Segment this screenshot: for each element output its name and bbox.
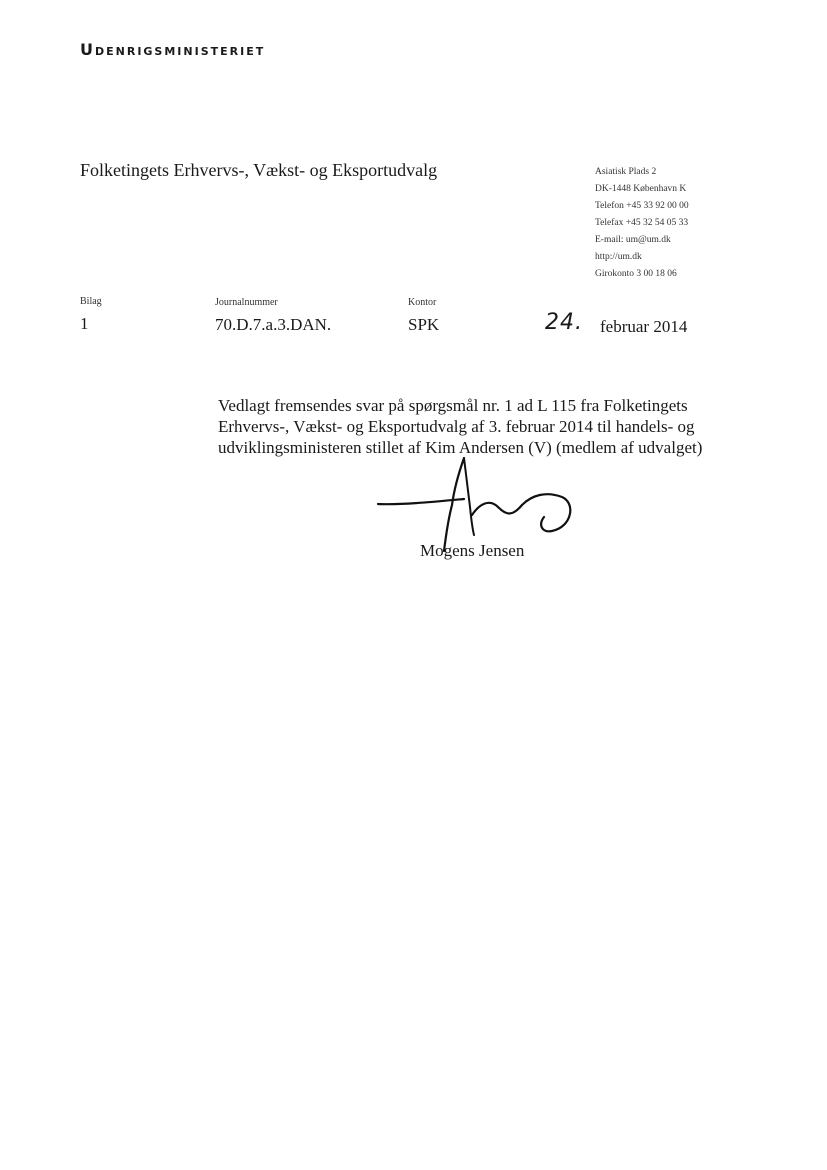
bilag-label: Bilag	[80, 296, 102, 307]
kontor-label: Kontor	[408, 297, 437, 308]
recipient: Folketingets Erhvervs-, Vækst- og Eksportudvalg	[80, 160, 438, 180]
address-line: http://um.dk	[595, 252, 642, 262]
date-month-year: februar 2014	[600, 317, 688, 336]
address-line: Telefon +45 33 92 00 00	[595, 201, 689, 211]
handwritten-day: 24.	[545, 310, 583, 335]
bilag-value: 1	[80, 314, 89, 333]
signature-stroke	[464, 458, 474, 535]
sender-address-block	[595, 164, 689, 283]
address-line: DK-1448 København K	[595, 184, 687, 194]
kontor-value: SPK	[408, 315, 440, 334]
signature-image	[372, 455, 582, 555]
journal-label: Journalnummer	[215, 297, 278, 308]
address-line: E-mail: um@um.dk	[595, 235, 671, 245]
address-line: Telefax +45 32 54 05 33	[595, 218, 689, 228]
address-line: Girokonto 3 00 18 06	[595, 269, 677, 279]
signature-stroke	[472, 494, 570, 531]
letter-body: Vedlagt fremsendes svar på spørgsmål nr. 1 ad L 115 fra Folketingets Erhvervs-, Vækst- og Eksportudvalg af 3. februar 2014 til handels- og udviklingsministeren stillet af Kim Andersen (V) (medlem af udvalget)	[218, 396, 703, 457]
signature-stroke	[444, 458, 464, 551]
signer-name: Mogens Jensen	[420, 541, 525, 560]
signature-stroke	[378, 499, 464, 504]
address-line: Asiatisk Plads 2	[595, 167, 657, 177]
journal-value: 70.D.7.a.3.DAN.	[215, 315, 332, 334]
ministry-letterhead: Udenrigsministeriet	[80, 40, 266, 59]
